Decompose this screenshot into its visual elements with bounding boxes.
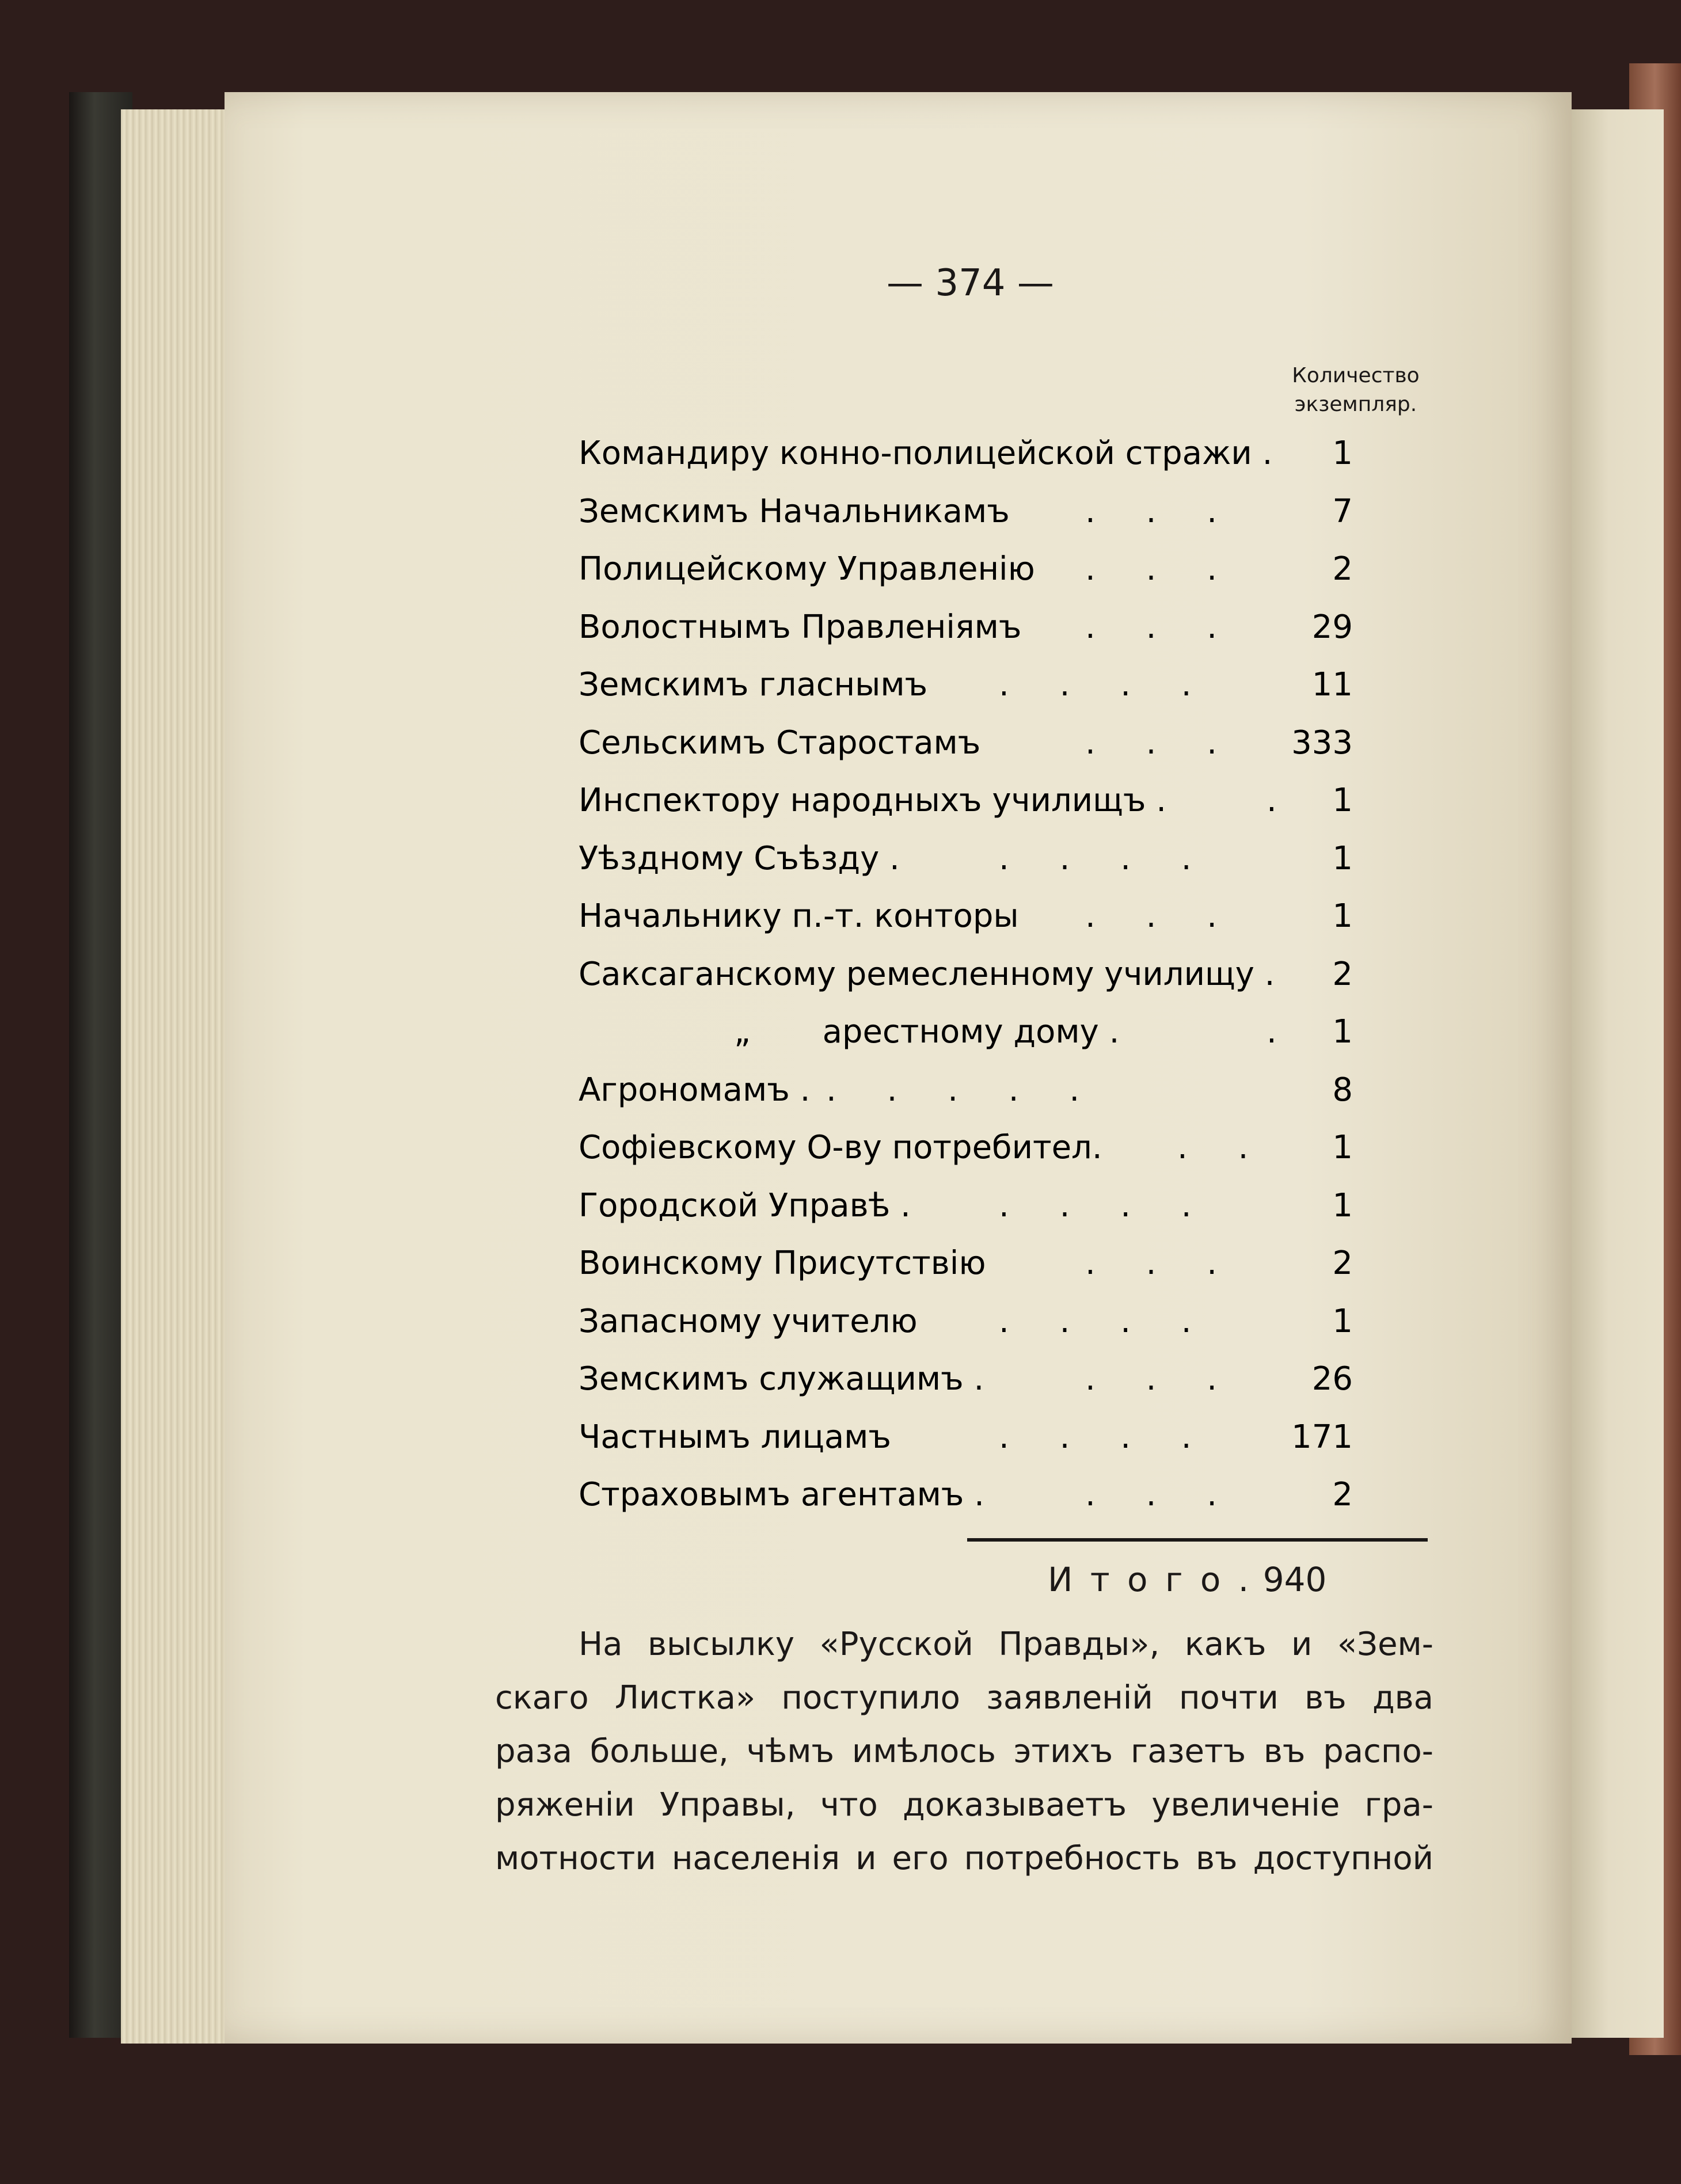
row-count: 1 [1332, 1129, 1353, 1166]
total-rule [967, 1538, 1428, 1542]
row-count: 1 [1332, 839, 1353, 877]
row-count: 1 [1332, 1013, 1353, 1051]
table-row [579, 435, 1359, 493]
row-leader-dots: . . . . [999, 1418, 1192, 1456]
row-count: 29 [1311, 608, 1353, 646]
table-row [579, 1187, 1359, 1245]
row-label: Софіевскому О-ву потребител. [579, 1129, 1102, 1166]
row-count: 2 [1332, 550, 1353, 588]
table-row [579, 1013, 1359, 1071]
row-label: Полицейскому Управленію [579, 550, 1035, 588]
row-leader-dots: . . . . [999, 1186, 1192, 1224]
paragraph-line: раза больше, чѣмъ имѣлось этихъ газетъ въ распо- [495, 1733, 1433, 1770]
row-leader-dots: . . . . [999, 666, 1192, 703]
row-label: Волостнымъ Правленіямъ [579, 608, 1022, 646]
row-count: 1 [1332, 1186, 1353, 1224]
row-label: Командиру конно-полицейской стражи . [579, 435, 1273, 472]
row-count: 1 [1332, 782, 1353, 819]
row-count: 2 [1332, 1245, 1353, 1282]
row-count: 1 [1332, 1302, 1353, 1340]
row-leader-dots: . . . [1085, 550, 1218, 588]
table-row [579, 1476, 1359, 1534]
row-label: Саксаганскому ремесленному училищу . [579, 955, 1275, 993]
table-row [579, 1303, 1359, 1361]
row-label: Земскимъ гласнымъ [579, 666, 928, 703]
table-row [579, 897, 1359, 956]
page-edges [121, 109, 236, 2044]
total-value: 940 [1262, 1560, 1327, 1599]
body-paragraph [495, 1618, 1433, 1885]
column-header [1284, 362, 1428, 419]
paragraph-line: На высылку «Русской Правды», какъ и «Зем- [579, 1626, 1433, 1663]
distribution-table [579, 435, 1359, 1534]
table-row [579, 1245, 1359, 1303]
row-label: Сельскимъ Старостамъ [579, 724, 981, 762]
table-row [579, 840, 1359, 898]
paragraph-line: скаго Листка» поступило заявленій почти въ два [495, 1679, 1433, 1717]
row-leader-dots: . . . [1085, 1360, 1218, 1398]
row-leader-dots: . [1267, 782, 1277, 819]
column-header-line1: Количество [1292, 364, 1420, 387]
total-line [1048, 1560, 1326, 1599]
row-label: Земскимъ служащимъ . [579, 1360, 984, 1398]
table-row [579, 1360, 1359, 1418]
table-row [579, 1129, 1359, 1187]
row-leader-dots: . . . . . [826, 1071, 1080, 1109]
row-label: Агрономамъ . [579, 1071, 811, 1109]
row-count: 26 [1311, 1360, 1353, 1398]
row-count: 1 [1332, 435, 1353, 472]
row-label: Воинскому Присутствію [579, 1245, 986, 1282]
row-label: Частнымъ лицамъ [579, 1418, 891, 1456]
row-label: Начальнику п.-т. конторы [579, 897, 1019, 935]
table-row [579, 666, 1359, 724]
row-count: 2 [1332, 1476, 1353, 1513]
table-row [579, 1071, 1359, 1129]
table-row [579, 956, 1359, 1014]
row-leader-dots: . . . [1085, 492, 1218, 530]
paragraph-line: ряженіи Управы, что доказываетъ увеличеніе гра- [495, 1786, 1433, 1824]
row-leader-dots: . [1267, 1013, 1277, 1051]
row-leader-dots: . . . [1085, 897, 1218, 935]
row-label: Уѣздному Съѣзду . [579, 839, 900, 877]
row-count: 7 [1332, 492, 1353, 530]
row-count: 1 [1332, 897, 1353, 935]
row-label: Страховымъ агентамъ . [579, 1476, 984, 1513]
row-label: Городской Управѣ . [579, 1186, 911, 1224]
total-label: И т о г о . [1048, 1560, 1253, 1599]
paragraph-line: мотности населенія и его потребность въ доступной [495, 1840, 1433, 1877]
row-count: 333 [1291, 724, 1353, 762]
row-count: 171 [1291, 1418, 1353, 1456]
table-row [579, 782, 1359, 840]
table-row [579, 608, 1359, 667]
column-header-line2: экземпляр. [1294, 393, 1417, 416]
row-label: Земскимъ Начальникамъ [579, 492, 1010, 530]
table-row [579, 493, 1359, 551]
row-leader-dots: . . . [1085, 608, 1218, 646]
row-count: 8 [1332, 1071, 1353, 1109]
row-label: Инспектору народныхъ училищъ . [579, 782, 1167, 819]
facing-page [1572, 109, 1664, 2038]
row-leader-dots: . . . [1085, 724, 1218, 762]
row-leader-dots: . . . [1085, 1245, 1218, 1282]
row-leader-dots: . . . [1085, 1476, 1218, 1513]
row-leader-dots: . . . . [999, 839, 1192, 877]
table-row [579, 724, 1359, 782]
row-count: 2 [1332, 955, 1353, 993]
row-count: 11 [1311, 666, 1353, 703]
table-row [579, 1418, 1359, 1477]
row-label: „ арестному дому . [734, 1013, 1120, 1051]
table-row [579, 550, 1359, 608]
row-leader-dots: . . [1177, 1129, 1249, 1166]
row-label: Запасному учителю [579, 1302, 918, 1340]
row-leader-dots: . . . . [999, 1302, 1192, 1340]
page-number: — 374 — [887, 262, 1054, 305]
